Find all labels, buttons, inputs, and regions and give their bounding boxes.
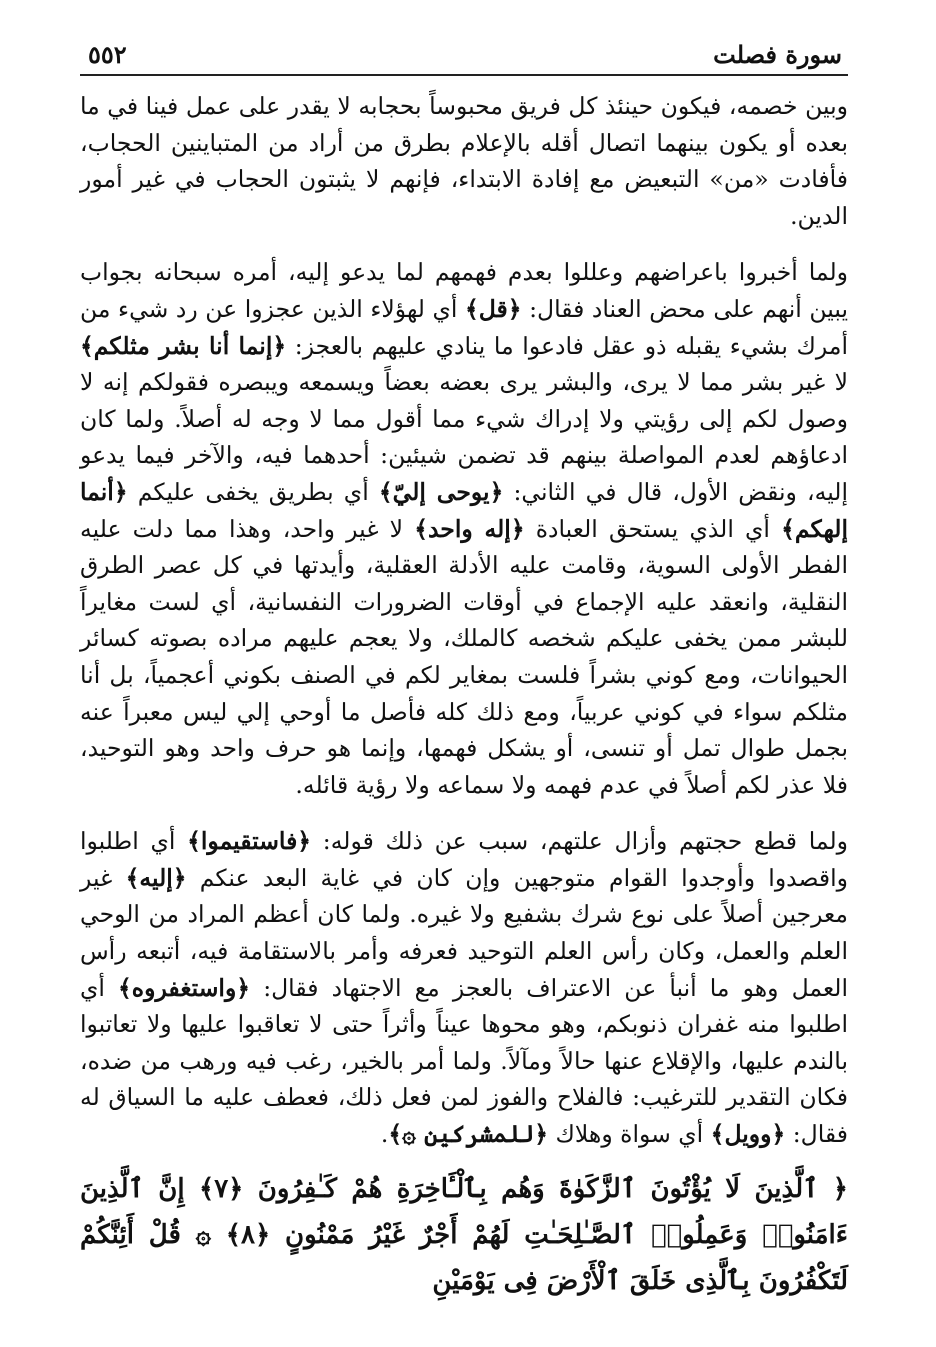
text-run: أي اطلبوا واقصدوا وأوجدوا القوام متوجهين وإن كان في غاية البعد عنكم	[80, 827, 848, 892]
header-rule	[80, 74, 848, 76]
quran-quote: ﴿للمشركين ۞﴾	[388, 1120, 549, 1149]
quran-quote: ﴿إله واحد﴾	[414, 514, 525, 543]
text-run: .	[380, 1120, 389, 1149]
text-run: لا غير واحد، وهذا مما دلت عليه الفطر الأولى السوية، وقامت عليه الأدلة العقلية، وأيدتها في كل عصر الطرق النقلية، وانعقد عليه الإجماع في أوقات الضرورات النفسانية، أي لست مغايراً للبشر ممن يخفى عليكم شخصه كالملك، ولا يعجم عليهم مراده بصوته كسائر الحيوانات، ومع كوني بشراً فلست بمغاير لكم في الصنف بكوني أعجمياً، بل أنا مثلكم سواء في كوني عربياً، ومع ذلك كله فأصل ما أوحي إلي ليس معبراً عنه بجمل طوال تمل أو تنسى، أو يشكل فهمها، وإنما هو حرف واحد وهو التوحيد، فلا عذر لكم أصلاً في عدم فهمه ولا سماعه ولا رؤية قائله.	[80, 514, 848, 799]
quran-quote: ﴿قل﴾	[464, 294, 522, 323]
quran-quote: ﴿وويل﴾	[710, 1120, 786, 1149]
text-run: أي الذي يستحق العبادة	[524, 514, 782, 543]
quran-quote: ﴿يوحى إليّ﴾	[378, 477, 504, 506]
quran-verse-block: ﴿ ٱلَّذِينَ لَا يُؤْتُونَ ٱلزَّكَوٰةَ وَهُم بِٱلْـَٔاخِرَةِ هُمْ كَـٰفِرُونَ ﴿٧﴾ إِنَّ ٱلَّذِينَ ءَامَنُوا۟ وَعَمِلُوا۟ ٱلصَّـٰلِحَـٰتِ لَهُمْ أَجْرٌ غَيْرُ مَمْنُونٍ ﴿٨﴾ ۞ قُلْ أَئِنَّكُمْ لَتَكْفُرُونَ بِٱلَّذِى خَلَقَ ٱلْأَرْضَ فِى يَوْمَيْنِ	[80, 1174, 848, 1296]
paragraph-2	[80, 254, 848, 803]
quran-quote: ﴿إنما أنا بشر مثلكم﴾	[80, 331, 287, 360]
text-run: أي بطريق يخفى عليكم	[127, 477, 379, 506]
page-number: ٥٥٢	[88, 40, 127, 69]
text-run: ولما قطع حجتهم وأزال علتهم، سبب عن ذلك قوله:	[311, 827, 849, 856]
text-run: أي اطلبوا منه غفران ذنوبكم، وهو محوها عيناً وأثراً حتى لا تعاقبوا عليها ولا تعاتبوا بالندم عليها، والإقلاع عنها حالاً ومآلاً. ولما أمر بالخير، رغب فيه ورهب من ضده، فكان التقدير للترغيب: فالفلاح والفوز لمن فعل ذلك، فعطف عليه ما السياق له فقال:	[80, 973, 848, 1149]
paragraph-3	[80, 823, 848, 1152]
paragraph-1-text: وبين خصمه، فيكون حينئذ كل فريق محبوساً بحجابه لا يقدر على عمل فينا في ما بعده أو يكون بينهما اتصال أقله بالإعلام بطرق من أراد من المتباينين الحجاب، فأفادت «من» التبعيض مع إفادة الابتداء، فإنهم لا يثبتون الحجاب في غير أمور الدين.	[80, 92, 848, 230]
surah-title: سورة فصلت	[713, 40, 842, 69]
paragraph-1	[80, 88, 848, 234]
text-run: ولما أخبروا باعراضهم وعللوا بعدم فهمهم لما يدعو إليه، أمره سبحانه بجواب يبين أنهم على محض العناد فقال:	[80, 258, 848, 323]
text-run: أي لهؤلاء الذين عجزوا عن رد شيء من أمرك بشيء يقبله ذو عقل فادعوا ما ينادي عليهم بالعجز:	[80, 294, 848, 360]
page-header	[80, 38, 848, 74]
quran-quote: ﴿إليه﴾	[125, 863, 187, 892]
text-run: أي سواة وهلاك	[548, 1120, 711, 1149]
text-run: غير معرجين أصلاً على نوع شرك بشفيع ولا غيره. ولما كان أعظم المراد من الوحي العلم والعمل، وكان رأس العلم التوحيد فعرفه وأمر بالاستقامة فيه، أتبعه رأس العمل وهو ما أنبأ عن الاعتراف بالعجز مع الاجتهاد فقال:	[80, 863, 848, 1002]
quran-quote: ﴿أنما إلهكم﴾	[80, 477, 848, 543]
quran-quote: ﴿واستغفروه﴾	[118, 973, 251, 1002]
quran-quote: ﴿فاستقيموا﴾	[187, 827, 312, 856]
text-run: لا غير بشر مما لا يرى، والبشر يرى بعضه بعضاً ويسمعه ويبصره فقولكم إنه لا وصول لكم إلى رؤيتي ولا إدراك شيء مما أقول مما لا وجه له أصلاً. ولما كان ادعاؤهم لعدم المواصلة بينهم قد تضمن شيئين: أحدهما فيه، والآخر فيما يدعو إليه، ونقض الأول، قال في الثاني:	[80, 368, 848, 506]
commentary-body	[80, 88, 848, 1153]
